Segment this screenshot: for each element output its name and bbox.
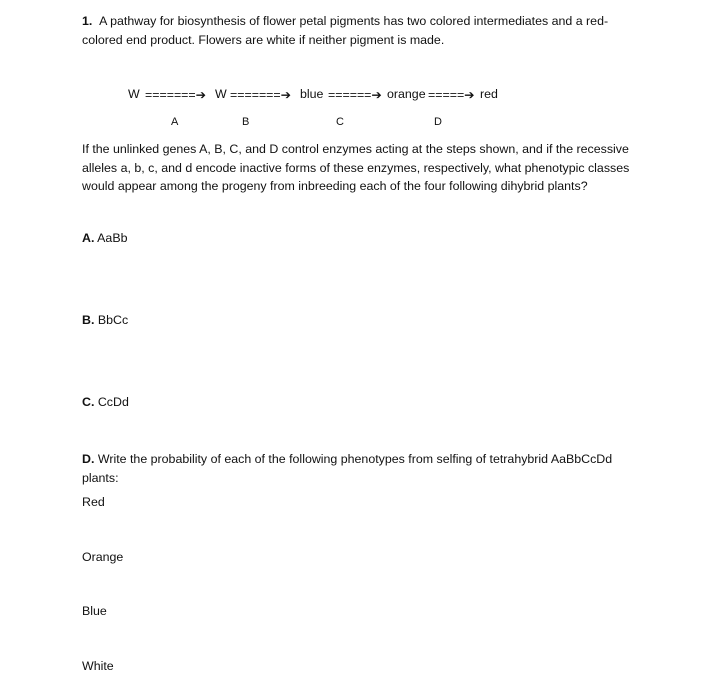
pathway-diagram — [0, 87, 709, 103]
question-text: A pathway for biosynthesis of flower petal pigments has two colored intermediates and a red-colored end product. Flowers are white if neither pigment is made. — [82, 14, 609, 47]
part-a-letter: A. — [82, 231, 95, 245]
pathway-compound-orange: orange — [387, 87, 426, 101]
enzyme-label-d: D — [434, 116, 442, 128]
part-b — [82, 313, 128, 327]
enzyme-label-a: A — [171, 116, 179, 128]
part-d — [82, 450, 642, 487]
pathway-arrow-a: =======➔ — [145, 88, 207, 102]
phenotype-orange: Orange — [82, 550, 124, 564]
part-c-letter: C. — [82, 395, 95, 409]
pathway-compound-blue: blue — [300, 87, 324, 101]
enzyme-label-c: C — [336, 116, 344, 128]
part-a-genotype: AaBb — [97, 231, 128, 245]
part-d-text: Write the probability of each of the following phenotypes from selfing of tetrahybrid AaBbCcDd plants: — [82, 452, 613, 485]
part-c — [82, 395, 129, 409]
question-paragraph: If the unlinked genes A, B, C, and D control enzymes acting at the steps shown, and if the recessive alleles a, b, c, and d encode inactive forms of these enzymes, respectively, what phenotypic classes would appear among the progeny from inbreeding each of the four following dihybrid plants? — [82, 142, 630, 193]
pathway-arrow-b: =======➔ — [230, 88, 292, 102]
part-c-genotype: CcDd — [97, 395, 129, 409]
pathway-arrow-c: ======➔ — [328, 88, 382, 102]
part-d-letter: D. — [82, 452, 95, 466]
part-a — [82, 231, 127, 245]
phenotype-red: Red — [82, 495, 105, 509]
question-number: 1. — [82, 14, 93, 28]
enzyme-label-b: B — [242, 116, 250, 128]
pathway-compound-w2: W — [215, 87, 227, 101]
pathway-compound-red: red — [480, 87, 498, 101]
phenotype-white: White — [82, 659, 114, 673]
phenotype-blue: Blue — [82, 604, 107, 618]
part-b-genotype: BbCc — [97, 313, 129, 327]
pathway-arrow-d: =====➔ — [428, 88, 475, 102]
question-intro — [82, 12, 642, 50]
part-b-letter: B. — [82, 313, 95, 327]
pathway-compound-w1: W — [128, 87, 140, 101]
